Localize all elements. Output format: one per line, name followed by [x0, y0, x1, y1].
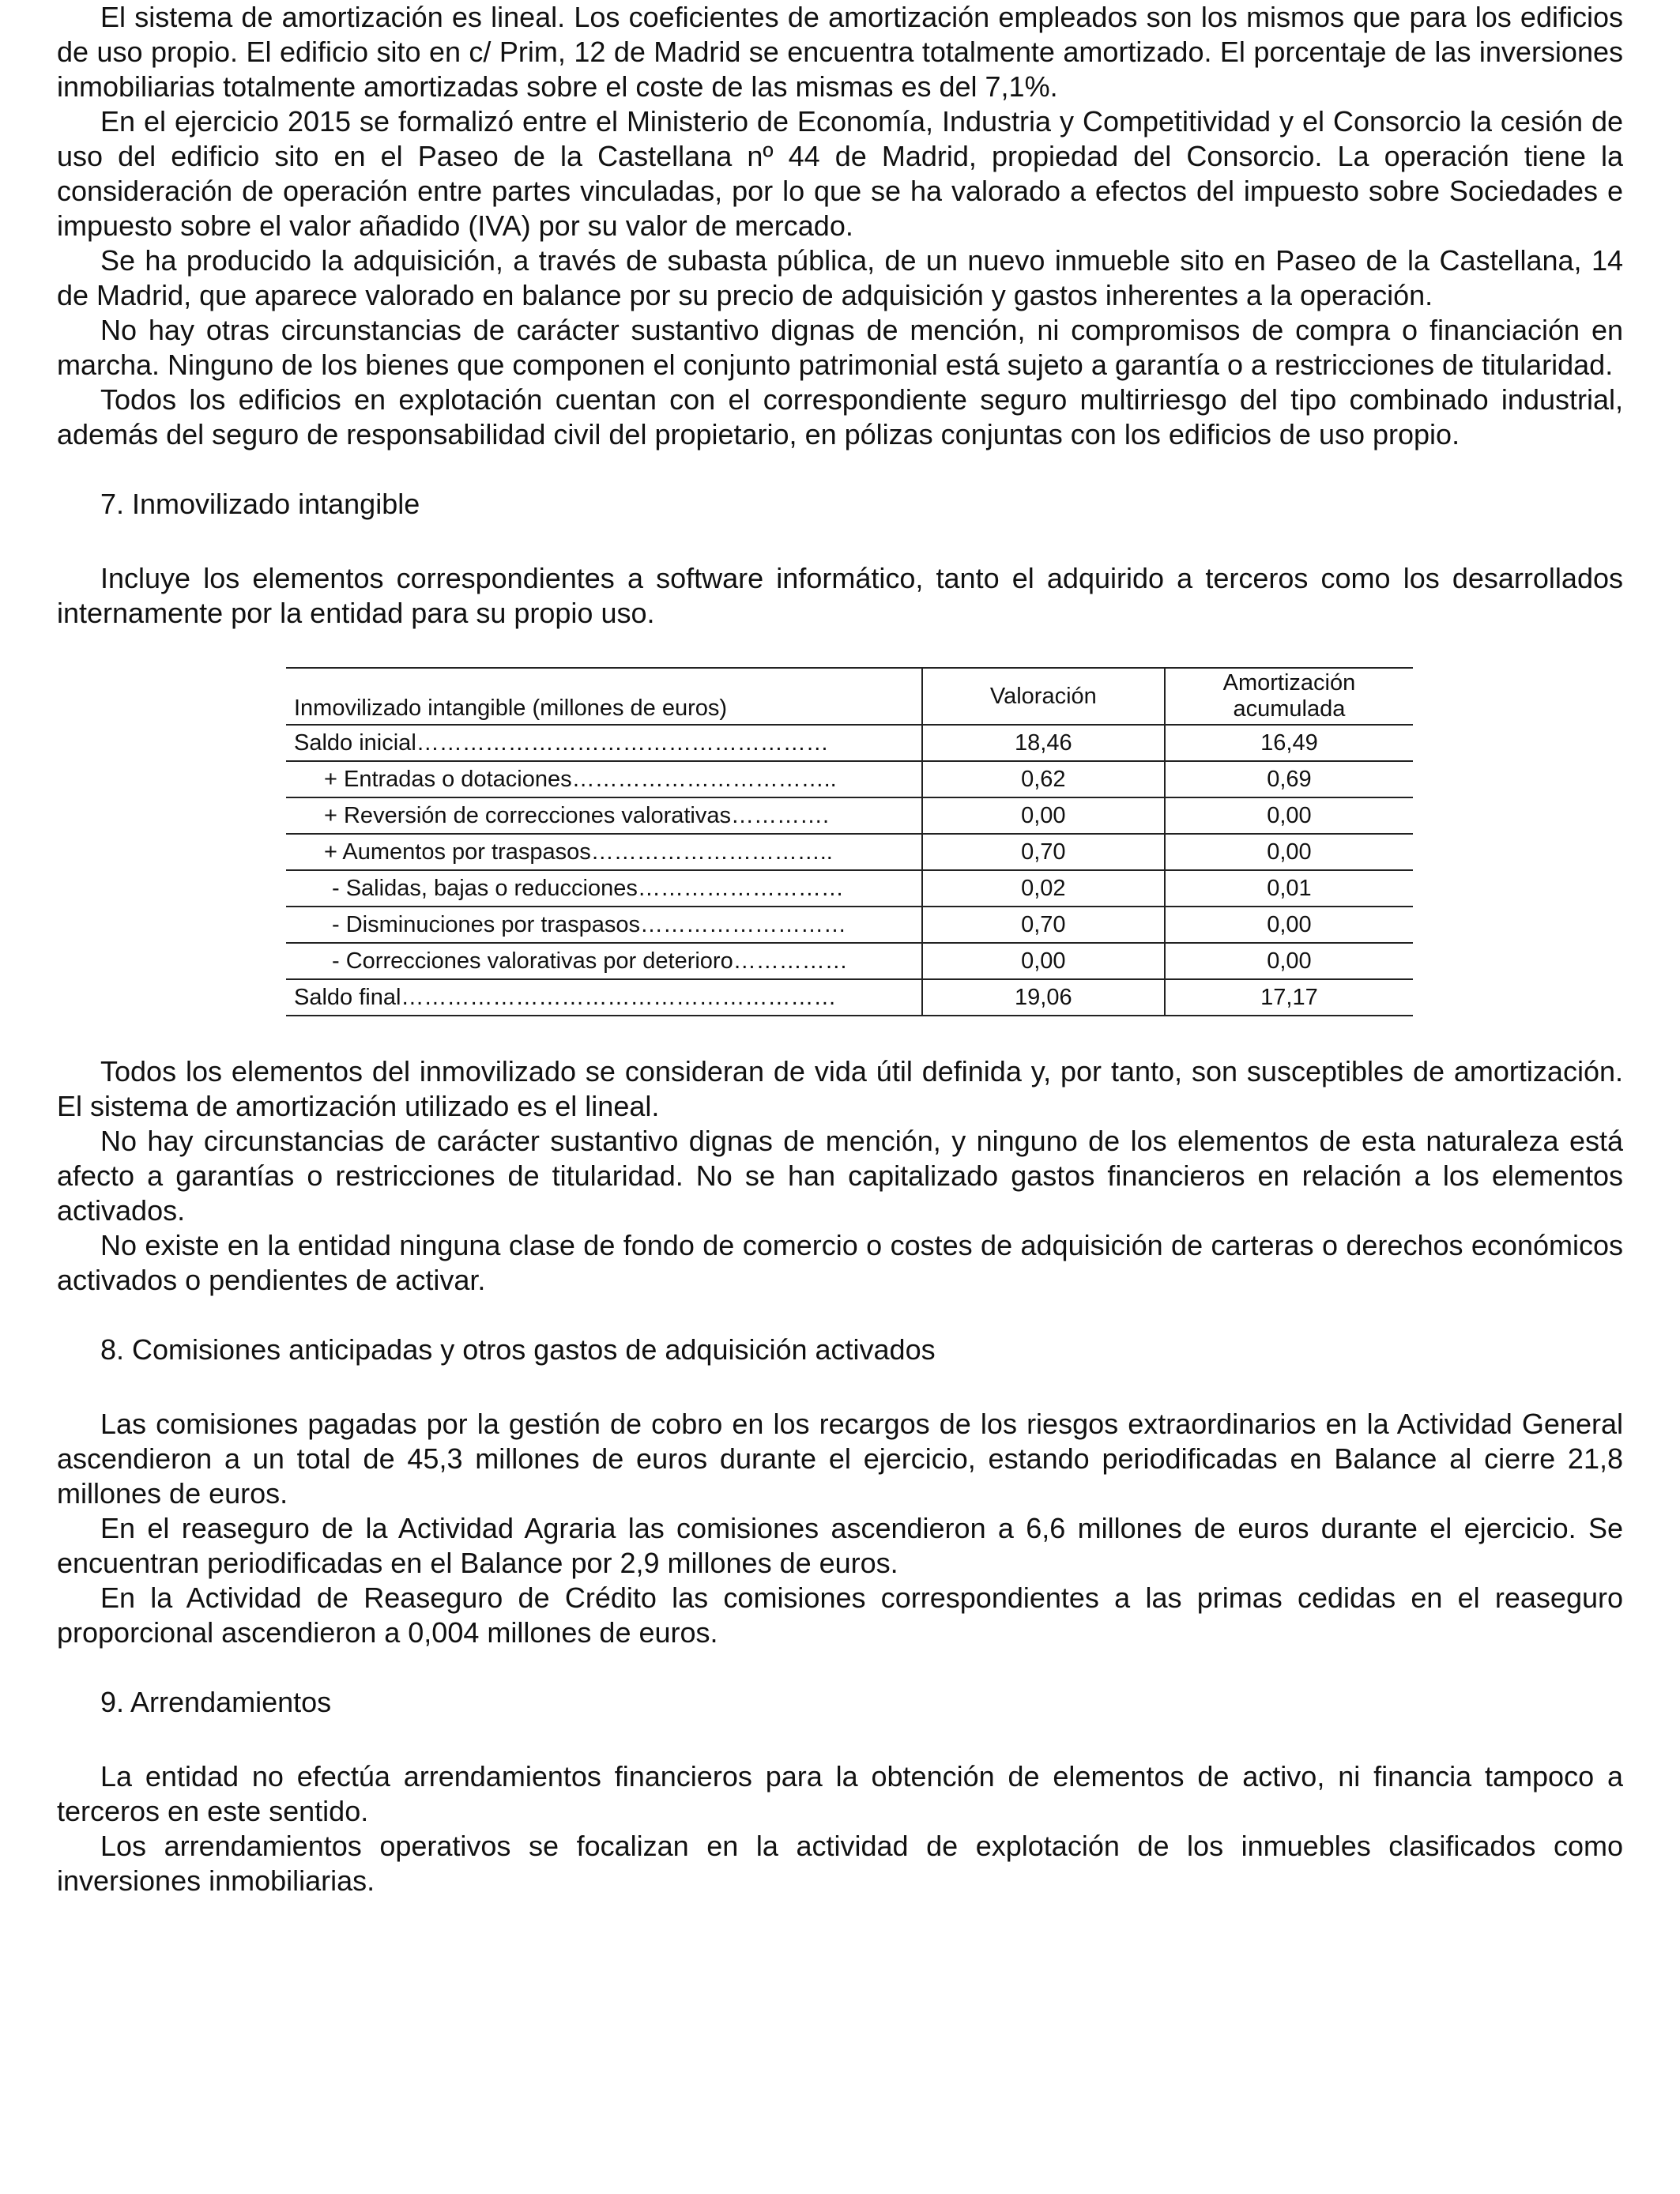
- header-amortizacion-line1: Amortización: [1222, 670, 1356, 696]
- table-row: [286, 907, 1413, 943]
- row-label-aumentos: + Aumentos por traspasos…………………………..: [286, 834, 922, 870]
- paragraph-commissions-credito: En la Actividad de Reaseguro de Crédito las comisiones correspondientes a las primas cedidas en el reaseguro proporcional ascendieron a 0,004 millones de euros.: [57, 1581, 1623, 1649]
- row-valoracion: 0,00: [922, 797, 1165, 834]
- row-valoracion: 0,00: [922, 943, 1165, 979]
- row-amortizacion: 0,00: [1165, 943, 1413, 979]
- row-label-salidas: - Salidas, bajas o reducciones………………………: [286, 870, 922, 907]
- document-page: [57, 0, 1623, 1898]
- row-amortizacion: 16,49: [1165, 725, 1413, 761]
- paragraph-insurance: Todos los edificios en explotación cuentan con el correspondiente seguro multirriesgo del tipo combinado industrial, además del seguro de responsabilidad civil del propietario, en pólizas conjuntas con los edificios de uso propio.: [57, 383, 1623, 450]
- table-row: [286, 761, 1413, 797]
- paragraph-financial-leases: La entidad no efectúa arrendamientos financieros para la obtención de elementos de activo, ni financia tampoco a terceros en este sentido.: [57, 1760, 1623, 1827]
- row-amortizacion: 17,17: [1165, 979, 1413, 1016]
- row-valoracion: 19,06: [922, 979, 1165, 1016]
- table-row: [286, 870, 1413, 907]
- row-amortizacion: 0,01: [1165, 870, 1413, 907]
- paragraph-amortization-system: El sistema de amortización es lineal. Los coeficientes de amortización empleados son los mismos que para los edificios de uso propio. El edificio sito en c/ Prim, 12 de Madrid se encuentra totalmente amortizado. El porcentaje de las inversiones inmobiliarias totalmente amortizadas sobre el coste de las mismas es del 7,1%.: [57, 1, 1623, 103]
- paragraph-no-goodwill: No existe en la entidad ninguna clase de fondo de comercio o costes de adquisición de carteras o derechos económicos activados o pendientes de activar.: [57, 1229, 1623, 1296]
- table-row: [286, 979, 1413, 1016]
- row-amortizacion: 0,00: [1165, 834, 1413, 870]
- table-row: [286, 725, 1413, 761]
- paragraph-commissions-general: Las comisiones pagadas por la gestión de cobro en los recargos de los riesgos extraordinarios en la Actividad General ascendieron a un total de 45,3 millones de euros durante el ejercicio, estando periodificadas en Balance al cierre 21,8 millones de euros.: [57, 1408, 1623, 1510]
- paragraph-operating-leases: Los arrendamientos operativos se focalizan en la actividad de explotación de los inmuebles clasificados como inversiones inmobiliarias.: [57, 1830, 1623, 1897]
- paragraph-no-commitments: No hay otras circunstancias de carácter sustantivo dignas de mención, ni compromisos de compra o financiación en marcha. Ninguno de los bienes que componen el conjunto patrimonial está sujeto a garantía o a restricciones de titularidad.: [57, 314, 1623, 381]
- row-label-disminuciones: - Disminuciones por traspasos………………………: [286, 907, 922, 943]
- row-label-saldo-final: Saldo final…………………………………………………: [286, 979, 922, 1016]
- row-label-reversion: + Reversión de correcciones valorativas………….: [286, 797, 922, 834]
- section-7-heading: 7. Inmovilizado intangible: [100, 488, 420, 520]
- section-7-intro: Incluye los elementos correspondientes a software informático, tanto el adquirido a terceros como los desarrollados internamente por la entidad para su propio uso.: [57, 562, 1623, 629]
- paragraph-commissions-agraria: En el reaseguro de la Actividad Agraria las comisiones ascendieron a 6,6 millones de euros durante el ejercicio. Se encuentran periodificadas en el Balance por 2,9 millones de euros.: [57, 1512, 1623, 1579]
- row-valoracion: 0,70: [922, 834, 1165, 870]
- table-row: [286, 943, 1413, 979]
- row-valoracion: 0,62: [922, 761, 1165, 797]
- paragraph-no-guarantees: No hay circunstancias de carácter sustantivo dignas de mención, y ninguno de los elementos de esta naturaleza está afecto a garantías o restricciones de titularidad. No se han capitalizado gastos financieros en relación a los elementos activados.: [57, 1125, 1623, 1227]
- section-8-heading: 8. Comisiones anticipadas y otros gastos de adquisición activados: [100, 1333, 936, 1366]
- row-label-saldo-inicial: Saldo inicial………………………………………………: [286, 725, 922, 761]
- row-valoracion: 0,70: [922, 907, 1165, 943]
- intangible-assets-table: [286, 667, 1413, 1016]
- table-row: [286, 834, 1413, 870]
- row-valoracion: 18,46: [922, 725, 1165, 761]
- row-valoracion: 0,02: [922, 870, 1165, 907]
- header-valoracion: Valoración: [922, 668, 1165, 725]
- paragraph-building-assignment: En el ejercicio 2015 se formalizó entre el Ministerio de Economía, Industria y Competitividad y el Consorcio la cesión de uso del edificio sito en el Paseo de la Castellana nº 44 de Madrid, propiedad del Consorcio. La operación tiene la consideración de operación entre partes vinculadas, por lo que se ha valorado a efectos del impuesto sobre Sociedades e impuesto sobre el valor añadido (IVA) por su valor de mercado.: [57, 105, 1623, 242]
- intangible-assets-table-container: [286, 667, 1413, 1016]
- section-9-heading: 9. Arrendamientos: [100, 1686, 332, 1718]
- row-amortizacion: 0,00: [1165, 797, 1413, 834]
- header-label: Inmovilizado intangible (millones de euros): [286, 668, 922, 725]
- header-amortizacion: [1165, 668, 1413, 725]
- paragraph-useful-life: Todos los elementos del inmovilizado se consideran de vida útil definida y, por tanto, son susceptibles de amortización. El sistema de amortización utilizado es el lineal.: [57, 1055, 1623, 1122]
- paragraph-property-acquisition: Se ha producido la adquisición, a través de subasta pública, de un nuevo inmueble sito en Paseo de la Castellana, 14 de Madrid, que aparece valorado en balance por su precio de adquisición y gastos inherentes a la operación.: [57, 244, 1623, 311]
- table-row: [286, 797, 1413, 834]
- row-amortizacion: 0,00: [1165, 907, 1413, 943]
- table-header-row: [286, 668, 1413, 725]
- header-amortizacion-line2: acumulada: [1233, 696, 1346, 722]
- row-label-correcciones: - Correcciones valorativas por deterioro……………: [286, 943, 922, 979]
- row-amortizacion: 0,69: [1165, 761, 1413, 797]
- row-label-entradas: + Entradas o dotaciones……………………………..: [286, 761, 922, 797]
